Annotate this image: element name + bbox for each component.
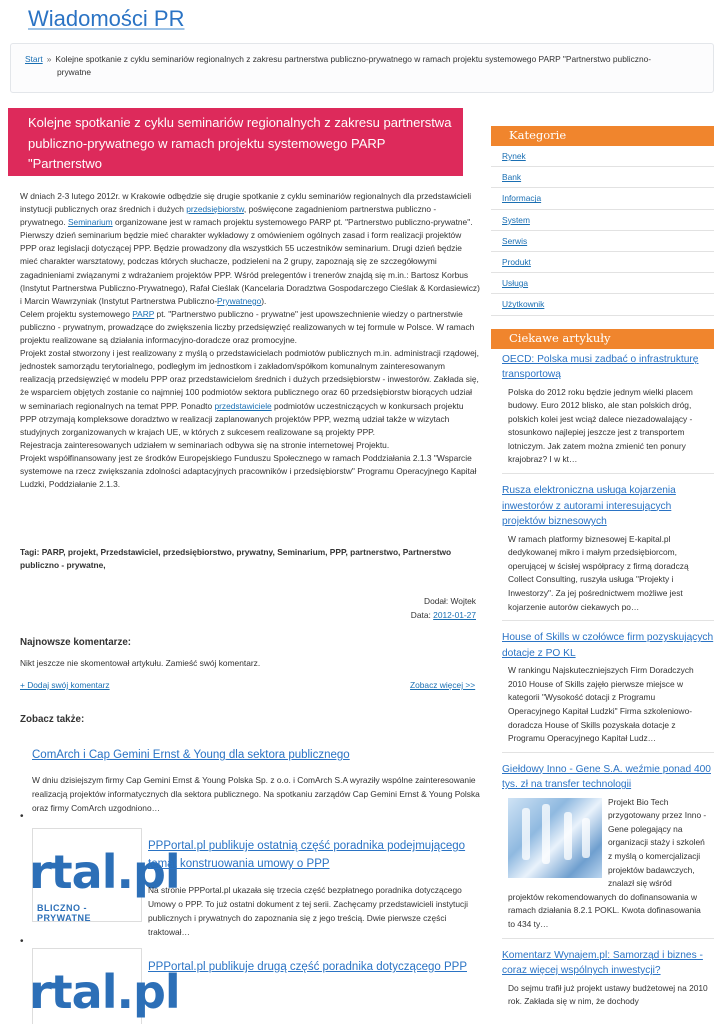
text: Celem projektu systemowego <box>20 308 133 319</box>
link-przedstawiciele[interactable]: przedstawiciele <box>214 400 272 411</box>
breadcrumb <box>10 43 714 93</box>
category-item <box>491 188 714 209</box>
sidebar-article-box <box>502 349 714 475</box>
article-paragraph: Projekt współfinansowany jest ze środków Europejskiego Funduszu Społecznego w ramach Poddziałania 2.1.3 "Wsparcie systemowe na rzecz zwiększania zdolności adaptacyjnych pracowników i przedsiębiorstw" Programu Operacyjnego Kapitał Ludzki, Poddziałanie 2.1.3. <box>20 452 477 490</box>
list-bullet: • <box>20 811 24 822</box>
sidebar-article-excerpt-wrap <box>502 793 714 932</box>
sidebar-article-box <box>502 480 714 621</box>
breadcrumb-current-continued: prywatne <box>57 67 91 77</box>
category-item <box>491 167 714 188</box>
category-link-rynek[interactable]: Rynek <box>502 151 526 161</box>
category-link-bank[interactable]: Bank <box>502 172 522 183</box>
thumb-logo-text: rtal.pl <box>29 845 180 899</box>
sidebar-article-title-link[interactable]: Komentarz Wynajem.pl: Samorząd i biznes - coraz więcej wspólnych inwestycji? <box>502 949 703 977</box>
category-link-produkt[interactable]: Produkt <box>502 256 531 267</box>
category-item <box>491 146 714 167</box>
related-excerpt: Na stronie PPPortal.pl ukazała się trzecia część bezpłatnego poradnika dotyczącego Umowy o PPP. To już ostatni dokument z tej serii. Zachęcamy przedstawicieli instytucji publicznych i prywatnych do zapoznania się z jego treścią. Dwie pierwsze części traktował… <box>148 885 468 937</box>
related-item <box>148 837 478 939</box>
link-przedsiebiorstw[interactable]: przedsiębiorstw <box>186 204 244 215</box>
no-comments-text: Nikt jeszcze nie skomentował artykułu. Zamieść swój komentarz. <box>20 658 261 668</box>
related-thumbnail[interactable] <box>29 828 180 923</box>
add-comment-link[interactable]: + Dodaj swój komentarz <box>20 680 110 690</box>
categories-list <box>491 146 714 316</box>
text: podmiotów uczestniczących w konkursach projektu PPP otrzymają kompleksowe doradztwo w realizacji zaplanowanych projektów PPP, wezmą udział także w wizytach studyjnych zorganizowanych w krajach UE, w których z sukcesem realizowane są projekty PPP. <box>20 400 464 437</box>
article-paragraph <box>20 229 480 308</box>
article-date-link[interactable]: 2012-01-27 <box>433 610 476 620</box>
text: pt. "Partnerstwo publiczno - prywatne" jest upowszechnienie wiedzy o partnerstwie publiczno - prywatnym, prowadzące do zwiększenia liczby przedsięwzięć realizowanych w tej formule w Polsce. W ramach projektu realizowane są działania informacyjno-doradcze oraz promocyjne. <box>20 308 475 346</box>
related-item <box>148 958 478 976</box>
text: Projekt został stworzony i jest realizowany z myślą o przedstawicielach podmiotów publicznych m.in. administracji rządowej, jednostek samorządu terytorialnego, podległym im jednostkom i zakładom/spółkom komunalnym zainteresowanym realizacją przedsięwzięć w modelu PPP oraz przedstawicielom średnich i dużych przedsiębiorstw - inwestorów. Zakłada się, że wsparciem objętych zostanie co najmniej 100 podmiotów sektora publicznego oraz 60 przedsiębiorstw biorących udział w seminariach regionalnych na temat PPP. Ponadto <box>20 348 479 411</box>
thumb-logo-text: rtal.pl <box>29 965 180 1019</box>
sidebar-article-title-link[interactable]: OECD: Polska musi zadbać o infrastrukturę transportową <box>502 353 699 380</box>
category-link-informacja[interactable]: Informacja <box>502 193 542 204</box>
category-link-uzytkownik[interactable]: Użytkownik <box>502 299 545 310</box>
date-label: Data: <box>410 610 434 620</box>
related-title-link[interactable]: PPPortal.pl publikuje ostatnią część poradnika podejmującego temat konstruowania umowy o PPP <box>148 840 466 870</box>
article-body <box>20 190 480 491</box>
text: ). <box>261 295 267 306</box>
sidebar-article-excerpt: Polska do 2012 roku będzie jednym wielki placem budowy. Euro 2012 blisko, ale stan polskich dróg, polskich kolei jest wciąż dalece niezadowalający - stosunkowo najlepiej jeszcze jest z transportem lotniczym. Jak zatem można zmienić ten ponury krajobraz? I w kt… <box>508 386 693 465</box>
category-item <box>491 231 714 252</box>
article-author: Dodał: Wojtek <box>424 596 476 606</box>
sidebar-article <box>491 349 714 481</box>
related-item <box>20 747 480 815</box>
article-paragraph: Rejestracja zainteresowanych udziałem w seminariach odbywa się na stronie internetowej Projektu. <box>20 439 390 450</box>
article-title-line: Kolejne spotkanie z cyklu seminariów regionalnych z zakresu partnerstwa <box>28 115 452 130</box>
sidebar-article <box>491 627 714 759</box>
sidebar-article <box>491 759 714 945</box>
category-link-usluga[interactable]: Usługa <box>502 278 529 289</box>
category-link-serwis[interactable]: Serwis <box>502 235 528 246</box>
category-link-system[interactable]: System <box>502 214 530 225</box>
article-paragraph <box>20 190 480 229</box>
text: Pierwszy dzień seminarium będzie mieć charakter wykładowy z omówieniem ogólnych zasad i form realizacji projektów PPP oraz legislacji dotyczącej PPP. Będzie prowadzony dla wszystkich 55 uczestników seminarium. Drugi dzień będzie mieć charakter warsztatowy, podczas których słuchacze, podzieleni na 2 grupy, zapoznają się ze szczegółowymi zagadnieniami związanymi z wdrażaniem projektów PPP. Wśród prelegentów i trenerów znajdą się m.in.: Bartosz Korbus (Instytut Partnerstwa Publiczno-Prywatnego), Rafał Cieślak (Kancelaria Doradztwa Gospodarczego Cieślak & Kordasiewicz) i Marcin Wawrzyniak (Instytut Partnerstwa Publiczno- <box>20 230 480 306</box>
sidebar <box>491 126 714 1015</box>
article-paragraph <box>20 347 480 439</box>
sidebar-article-excerpt: Projekt Bio Tech przygotowany przez Inno - Gene polegający na organizacji staży i szkoleń z myślą o komercjalizacji projektów badawczych, znalazł się wśród projektów rekomendowanych do dofinansowania w ramach działania 8.2.1 POKL. Kwota dofinasowania to 434 ty… <box>508 796 707 930</box>
sidebar-article-box <box>502 627 714 753</box>
text: organizowane jest w ramach projektu systemowego PARP pt. "Partnerstwo publiczno-prywatne". <box>112 217 473 228</box>
link-seminarium[interactable]: Seminarium <box>67 217 113 228</box>
related-title-link[interactable]: PPPortal.pl publikuje drugą część poradnika dotyczącego PPP <box>148 961 467 973</box>
thumb-logo-subtext: BLICZNO - PRYWATNE <box>37 903 92 923</box>
related-title-link[interactable]: ComArch i Cap Gemini Ernst & Young dla sektora publicznego <box>32 749 350 761</box>
category-item <box>491 210 714 231</box>
category-item <box>491 273 714 294</box>
breadcrumb-start-link[interactable]: Start <box>25 54 43 64</box>
sidebar-article-excerpt: W rankingu Najskuteczniejszych Firm Doradczych 2010 House of Skills zajęło pierwsze miejsce w kategorii "Wysokość dotacji z Programu Operacyjnego Kapitał Ludzki" Firma szkoleniowo-doradcza House of Skills pozyskała dotacje z Programu Operacyjnego Kapitał Ludz… <box>508 665 694 744</box>
article-title <box>8 108 463 192</box>
link-parp[interactable]: PARP <box>132 308 155 319</box>
article-title-line: publiczno-prywatne <box>28 176 141 192</box>
sidebar-article-title-link[interactable]: Rusza elektroniczna usługa kojarzenia inwestorów z autorami interesujących projektów biznesowych <box>502 485 676 528</box>
categories-heading: Kategorie <box>491 126 714 146</box>
article-date-row <box>300 608 476 622</box>
article-paragraph <box>20 308 480 347</box>
sidebar-article <box>491 480 714 627</box>
breadcrumb-separator: » <box>46 54 52 64</box>
comments-heading: Najnowsze komentarze: <box>20 637 132 648</box>
breadcrumb-current: Kolejne spotkanie z cyklu seminariów regionalnych z zakresu partnerstwa publiczno-prywatnego w ramach projektu systemowego PARP "Partnerstwo publiczno- <box>55 54 652 64</box>
category-item <box>491 294 714 315</box>
related-excerpt: W dniu dzisiejszym firmy Cap Gemini Ernst & Young Polska Sp. z o.o. i ComArch S.A wyraziły wspólne zainteresowanie realizacją projektów informatycznych dla sektora publicznego. Na spotkaniu zarządów Cap Gemini Ernst & Young Polska oraz firmy ComArch uzgodniono… <box>32 775 480 813</box>
sidebar-article-title-link[interactable]: Giełdowy Inno - Gene S.A. weźmie ponad 400 tys. zł na transfer technologii <box>502 763 711 791</box>
related-thumbnail[interactable] <box>29 948 180 1024</box>
sidebar-article-box <box>502 945 714 1009</box>
related-heading: Zobacz także: <box>20 714 85 725</box>
sidebar-article-title-link[interactable]: House of Skills w czołówce firm pozyskujących dotacje z PO KL <box>502 632 714 659</box>
article-title-line: publiczno-prywatnego w ramach projektu systemowego PARP "Partnerstwo <box>28 135 386 171</box>
sidebar-article-excerpt: W ramach platformy biznesowej E-kapital.pl dedykowanej mikro i małym przedsiębiorcom, operującej w ścisłej współpracy z firmą doradczą Collect Consulting, ruszyła usługa "Projekty i Inwestorzy". Za jej pośrednictwem możliwe jest kojarzenie autorów ciekawych po… <box>508 533 689 612</box>
sidebar-article-box <box>502 759 714 939</box>
article-meta <box>300 594 476 622</box>
category-item <box>491 252 714 273</box>
sidebar-article-excerpt: Do sejmu trafił już projekt ustawy budżetowej na 2010 rok. Zakłada się w nim, że dochody <box>508 982 708 1007</box>
see-more-comments-link[interactable]: Zobacz więcej >> <box>410 680 476 690</box>
article-tags: Tagi: PARP, projekt, Przedstawiciel, przedsiębiorstwo, prywatny, Seminarium, PPP, partnerstwo, Partnerstwo publiczno - prywatne, <box>20 547 452 570</box>
link-prywatnego[interactable]: Prywatnego <box>217 295 262 306</box>
site-title[interactable]: Wiadomości PR <box>28 6 185 31</box>
lab-photo[interactable] <box>508 798 602 878</box>
text: W dniach 2-3 lutego 2012r. w Krakowie odbędzie się drugie spotkanie z cyklu seminariów regionalnych dla przedstawicieli instytucji publicznych oraz średnich i dużych <box>20 191 472 215</box>
text: , poświęcone zagadnieniom partnerstwa publiczno - prywatnego. <box>20 204 437 228</box>
interesting-heading: Ciekawe artykuły <box>491 329 714 349</box>
sidebar-article <box>491 945 714 1015</box>
list-bullet: • <box>20 936 24 947</box>
